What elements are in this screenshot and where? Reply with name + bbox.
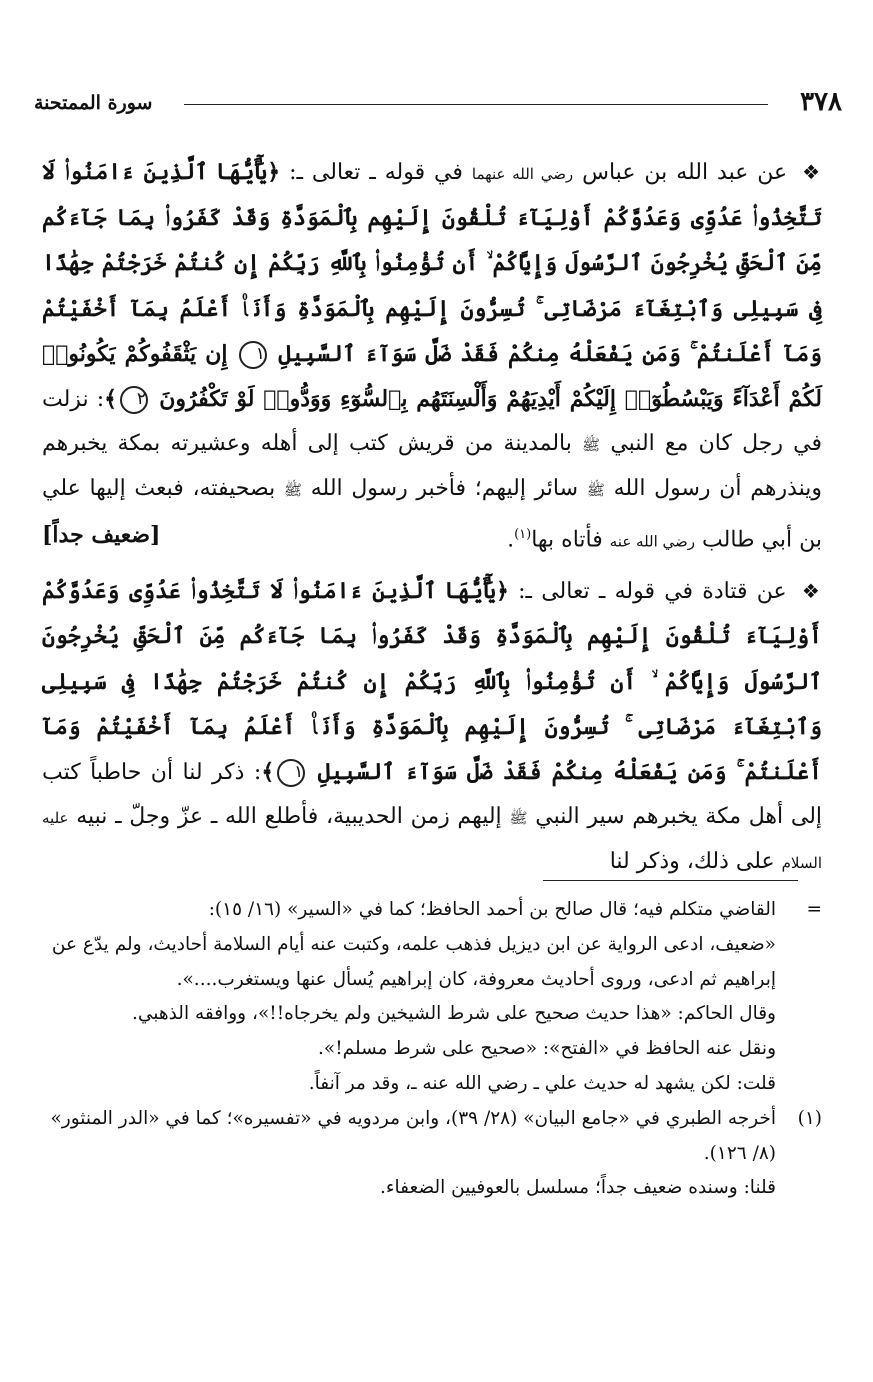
narration-body: بصحيفته، فبعث إليها علي بن أبي طالب bbox=[42, 476, 822, 552]
quran-verse: ﴿يَٰٓأَيُّهَا ٱلَّذِينَ ءَامَنُوا۟ لَا تَتَّخِذُوا۟ عَدُوِّى وَعَدُوَّكُمْ أَوْلِيَآءَ تُلْقُونَ إِلَيْهِم بِٱلْمَوَدَّةِ وَقَدْ كَفَرُوا۟ بِمَا جَآءَكُم مِّنَ ٱلْحَقِّ يُخْرِجُونَ ٱلرَّسُولَ وَإِيَّاكُمْ ۙ أَن تُؤْمِنُوا۟ بِٱللَّهِ رَبِّكُمْ إِن كُنتُمْ خَرَجْتُمْ جِهَٰدًا فِى سَبِيلِى وَٱبْتِغَآءَ مَرْضَاتِى ۚ تُسِرُّونَ إِلَيْهِم بِٱلْمَوَدَّةِ وَأَنَا۠ أَعْلَمُ بِمَآ أَخْفَيْتُمْ وَمَآ أَعْلَنتُمْ ۚ وَمَن يَفْعَلْهُ مِنكُمْ فَقَدْ ضَلَّ سَوَآءَ ٱلسَّبِيلِ bbox=[42, 578, 822, 785]
header-rule bbox=[184, 104, 768, 105]
ayah-number-marker: ١ bbox=[239, 341, 267, 369]
narration-ibn-abbas bbox=[42, 150, 822, 563]
footnote-line: قلنا: وسنده ضعيف جداً؛ مسلسل بالعوفيين الضعفاء. bbox=[379, 1177, 776, 1199]
footnote-line: ونقل عنه الحافظ في «الفتح»: «صحيح على شرط مسلم!». bbox=[318, 1038, 776, 1060]
salutation-saw-icon: ﷺ bbox=[283, 481, 303, 500]
quran-verse: ﴿يَٰٓأَيُّهَا ٱلَّذِينَ ءَامَنُوا۟ لَا تَتَّخِذُوا۟ عَدُوِّى وَعَدُوَّكُمْ أَوْلِيَآءَ تُلْقُونَ إِلَيْهِم بِٱلْمَوَدَّةِ وَقَدْ كَفَرُوا۟ بِمَا جَآءَكُم مِّنَ ٱلْحَقِّ يُخْرِجُونَ ٱلرَّسُولَ وَإِيَّاكُمْ ۙ أَن تُؤْمِنُوا۟ بِٱللَّهِ رَبِّكُمْ إِن كُنتُمْ خَرَجْتُمْ جِهَٰدًا فِى سَبِيلِى وَٱبْتِغَآءَ مَرْضَاتِى ۚ تُسِرُّونَ إِلَيْهِم بِٱلْمَوَدَّةِ وَأَنَا۠ أَعْلَمُ بِمَآ أَخْفَيْتُمْ وَمَآ أَعْلَنتُمْ ۚ وَمَن يَفْعَلْهُ مِنكُمْ فَقَدْ ضَلَّ سَوَآءَ ٱلسَّبِيلِ bbox=[42, 159, 822, 367]
footnote-1 bbox=[42, 1102, 822, 1172]
bullet-icon: ❖ bbox=[801, 579, 823, 604]
narration-body: فأتاه بها bbox=[531, 526, 603, 552]
narration-intro: عن عبد الله بن عباس bbox=[582, 160, 788, 185]
main-text bbox=[42, 150, 822, 892]
quran-close-bracket: ﴾ bbox=[104, 386, 118, 413]
footnote-paragraph bbox=[42, 1171, 822, 1206]
footnote-marker: (١) bbox=[797, 1107, 822, 1129]
footnote-marker: = bbox=[806, 899, 822, 920]
footnote-paragraph bbox=[42, 1032, 822, 1067]
narration-body: : نزلت في رجل كان مع النبي bbox=[42, 387, 822, 457]
narration-body: على ذلك، وذكر لنا bbox=[609, 849, 775, 875]
narration-qatada bbox=[42, 569, 822, 885]
salutation-ra-icon: رضي الله عنه bbox=[609, 531, 696, 550]
footnote-paragraph bbox=[42, 997, 822, 1032]
quran-verse-2: إِن يَثْقَفُوكُمْ يَكُونُوا۟ لَكُمْ أَعْدَآءً وَيَبْسُطُوٓا۟ إِلَيْكُمْ أَيْدِيَهُمْ وَأَلْسِنَتَهُم بِٱلسُّوٓءِ وَوَدُّوا۟ لَوْ تَكْفُرُونَ bbox=[42, 340, 822, 413]
footnote-line: أخرجه الطبري في «جامع البيان» (٢٨/ ٣٩)، وابن مردويه في «تفسيره»؛ كما في «الدر المنثور» (٨/ ١٢٦). bbox=[50, 1107, 776, 1164]
footnote-reference: (١) bbox=[514, 526, 532, 542]
hadith-grade: [ضعيف جداً] bbox=[42, 521, 161, 548]
salutation-saw-icon: ﷺ bbox=[582, 436, 601, 455]
narration-body: سائر إليهم؛ فأخبر رسول الله bbox=[310, 476, 579, 502]
narration-intro: عن قتادة في قوله ـ تعالى ـ: bbox=[518, 579, 787, 605]
footnote-line: قلت: لكن يشهد له حديث علي ـ رضي الله عنه ـ، وقد مر آنفاً. bbox=[308, 1072, 776, 1094]
ayah-number-marker: ١ bbox=[277, 759, 305, 787]
footnote-line: القاضي متكلم فيه؛ قال صالح بن أحمد الحافظ؛ كما في «السير» (١٦/ ١٥): bbox=[208, 899, 776, 920]
footnote-continuation bbox=[42, 893, 822, 997]
salutation-saw-icon: ﷺ bbox=[586, 481, 605, 500]
ayah-number-marker: ٢ bbox=[120, 386, 148, 414]
page-header bbox=[34, 86, 842, 122]
narration-body: إليهم زمن الحديبية، فأطلع الله ـ عزّ وجلّ ـ نبيه bbox=[76, 804, 502, 830]
bullet-icon: ❖ bbox=[802, 160, 823, 184]
narration-intro-tail: في قوله ـ تعالى ـ: bbox=[289, 160, 463, 185]
footnote-paragraph bbox=[42, 1067, 822, 1102]
salutation-ra-icon: رضي الله عنهما bbox=[471, 165, 574, 183]
salutation-saw-icon: ﷺ bbox=[509, 809, 528, 828]
narration-body: بالمدينة من قريش كتب إلى أهله وعشيرته بمكة يخبرهم وينذرهم أن رسول الله bbox=[42, 431, 823, 502]
narration-body: : ذكر لنا أن حاطباً كتب إلى أهل مكة يخبرهم سير النبي bbox=[42, 759, 823, 830]
page-number: ٣٧٨ bbox=[800, 87, 842, 117]
chapter-title: سورة الممتحنة bbox=[34, 92, 153, 114]
quran-close-bracket: ﴾ bbox=[261, 758, 275, 785]
salutation-as-icon: عليه السلام bbox=[42, 809, 822, 873]
footnotes bbox=[42, 893, 822, 1206]
narration-end: . bbox=[507, 526, 515, 552]
footnote-separator bbox=[543, 880, 798, 881]
footnote-line: وقال الحاكم: «هذا حديث صحيح على شرط الشيخين ولم يخرجاه!!»، ووافقه الذهبي. bbox=[131, 1003, 776, 1025]
footnote-line: «ضعيف، ادعى الرواية عن ابن ديزيل فذهب علمه، وكتبت عنه أيام السلامة أحاديث، ولم يدّع عن إبراهيم ثم ادعى، وروى أحاديث معروفة، كان إبراهيم يُسأل عنها ويستغرب....». bbox=[51, 933, 776, 990]
